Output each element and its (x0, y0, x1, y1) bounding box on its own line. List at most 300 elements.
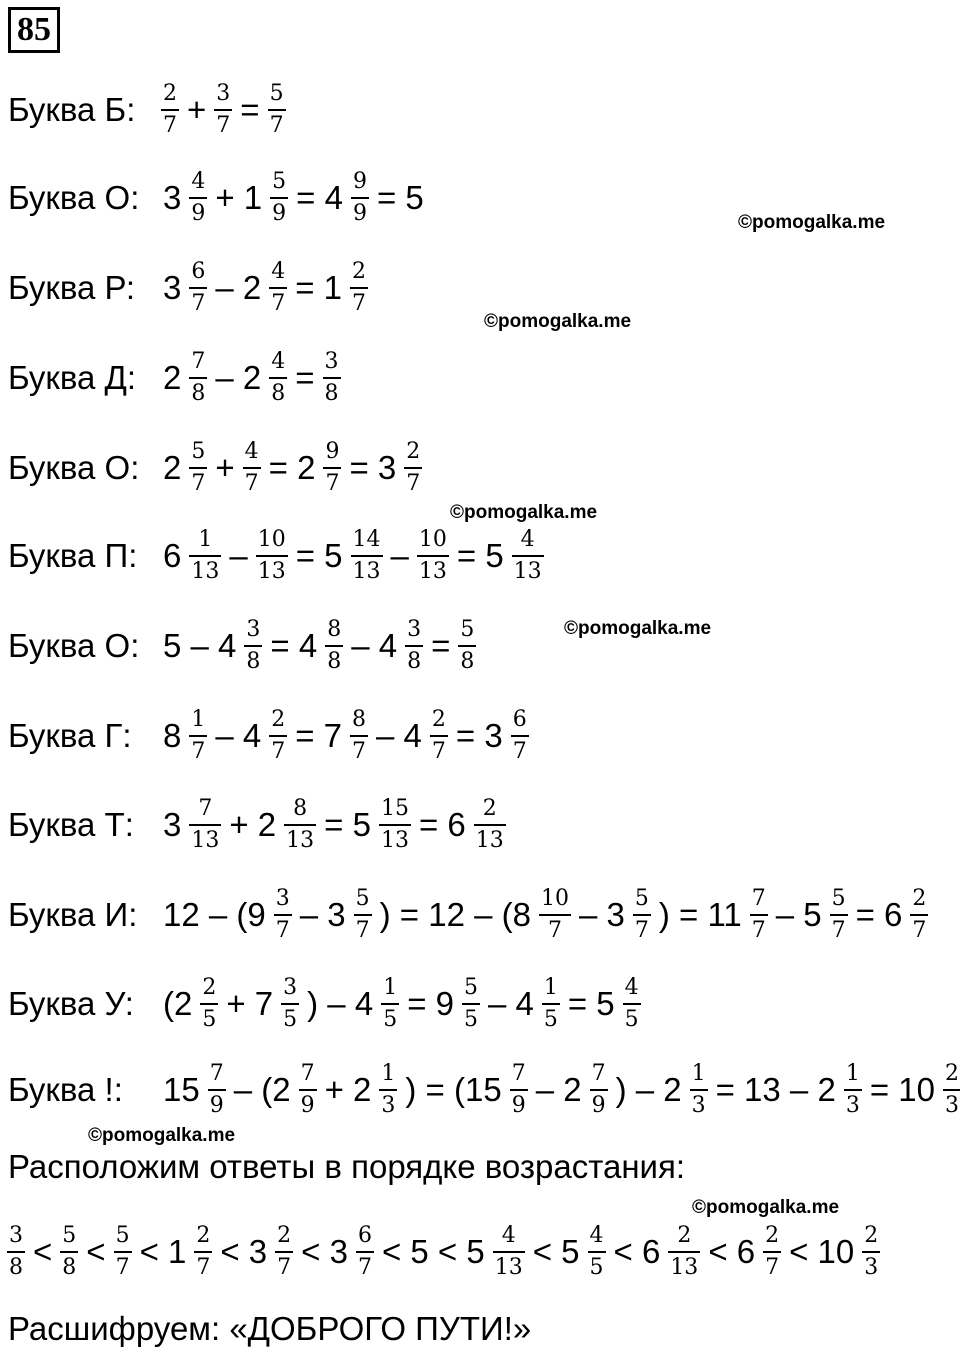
fraction-numerator: 1 (383, 975, 398, 1000)
fraction-denominator: 9 (270, 197, 288, 225)
fraction-denominator: 8 (60, 1251, 78, 1279)
expression-text: = (431, 627, 451, 664)
fraction-numerator: 5 (272, 169, 287, 194)
fraction-denominator: 8 (405, 645, 423, 673)
fraction-denominator: 5 (281, 1003, 299, 1031)
fraction-denominator: 7 (243, 467, 261, 495)
fraction-denominator: 7 (539, 914, 571, 942)
expression-text: = 3 (455, 717, 503, 754)
expression-text: < (86, 1233, 106, 1270)
problem-number: 85 (8, 7, 60, 53)
expression-text: (2 (163, 985, 193, 1022)
expression-text: = 5 (456, 537, 504, 574)
fraction-numerator: 3 (246, 617, 261, 642)
fraction-denominator: 5 (381, 1003, 399, 1031)
whole-part: 2 (163, 359, 182, 396)
ordered-answers (4, 1212, 883, 1292)
expression-text: < (33, 1233, 53, 1270)
fraction (542, 977, 560, 1031)
fraction (351, 529, 383, 583)
solution-line (8, 696, 532, 776)
fraction-denominator: 3 (862, 1251, 880, 1279)
fraction-numerator: 7 (198, 796, 213, 821)
fraction (256, 529, 288, 583)
fraction (510, 1063, 528, 1117)
fraction-denominator: 3 (943, 1089, 960, 1117)
fraction (200, 977, 218, 1031)
fraction-numerator: 3 (407, 617, 422, 642)
fraction-numerator: 1 (543, 975, 558, 1000)
math-expression (158, 619, 479, 673)
expression-text: + 7 (226, 985, 274, 1022)
fraction-numerator: 7 (191, 349, 206, 374)
fraction-denominator: 7 (910, 914, 928, 942)
fraction-denominator: 13 (189, 555, 221, 583)
expression-text: – 2 (535, 1071, 582, 1108)
fraction-numerator: 14 (352, 527, 381, 552)
line-label: Буква Р: (8, 269, 136, 306)
line-label: Буква О: (8, 449, 140, 486)
fraction (325, 619, 343, 673)
solution-line (8, 248, 371, 328)
fraction (350, 261, 368, 315)
fraction (381, 977, 399, 1031)
fraction (161, 83, 179, 137)
expression-text: – 2 (215, 269, 262, 306)
fraction-denominator: 7 (275, 1251, 293, 1279)
fraction-numerator: 5 (355, 886, 370, 911)
fraction-denominator: 13 (493, 1251, 525, 1279)
fraction-numerator: 3 (324, 349, 339, 374)
expression-text: = 6 (418, 806, 466, 843)
fraction-numerator: 3 (9, 1223, 23, 1248)
expression-text: = (295, 359, 315, 396)
fraction (60, 1225, 78, 1279)
watermark: ©pomogalka.me (738, 212, 886, 233)
fraction-numerator: 1 (198, 527, 213, 552)
fraction-numerator: 7 (209, 1061, 224, 1086)
solution-line (8, 875, 931, 955)
fraction-denominator: 3 (844, 1089, 862, 1117)
expression-text: < 6 (708, 1233, 756, 1270)
fraction (269, 709, 287, 763)
fraction (189, 798, 221, 852)
fraction-denominator: 7 (214, 109, 232, 137)
fraction-denominator: 7 (350, 287, 368, 315)
fraction-numerator: 1 (691, 1061, 706, 1086)
fraction-denominator: 5 (462, 1003, 480, 1031)
fraction-denominator: 7 (194, 1251, 212, 1279)
fraction (750, 888, 768, 942)
expression-text: – 4 (215, 717, 262, 754)
fraction (590, 1063, 608, 1117)
expression-text: < 1 (139, 1233, 187, 1270)
fraction-numerator: 1 (381, 1061, 396, 1086)
fraction (269, 351, 287, 405)
fraction-denominator: 9 (208, 1089, 226, 1117)
math-expression (158, 798, 509, 852)
fraction (511, 709, 529, 763)
expression-text: + (215, 449, 235, 486)
fraction-numerator: 7 (300, 1061, 315, 1086)
expression-text: – 3 (299, 896, 346, 933)
fraction-denominator: 5 (588, 1251, 606, 1279)
fraction-denominator: 7 (354, 914, 372, 942)
fraction-numerator: 3 (283, 975, 298, 1000)
fraction-numerator: 5 (115, 1223, 130, 1248)
expression-text: – (390, 537, 409, 574)
fraction-denominator: 7 (350, 735, 368, 763)
solution-line (8, 964, 644, 1044)
fraction (270, 171, 288, 225)
fraction-denominator: 7 (356, 1251, 374, 1279)
fraction-denominator: 13 (512, 555, 544, 583)
expression-text: ) = 11 (658, 896, 742, 933)
fraction (405, 619, 423, 673)
expression-text: = (240, 91, 260, 128)
fraction (462, 977, 480, 1031)
expression-text: = 1 (295, 269, 343, 306)
whole-part: 3 (163, 179, 182, 216)
fraction-denominator: 3 (379, 1089, 397, 1117)
fraction-numerator: 4 (589, 1223, 604, 1248)
fraction-denominator: 7 (269, 735, 287, 763)
fraction (243, 441, 261, 495)
line-label: Буква Г: (8, 717, 132, 754)
fraction-denominator: 7 (763, 1251, 781, 1279)
fraction-numerator: 9 (325, 439, 340, 464)
line-label: Буква У: (8, 985, 134, 1022)
fraction-numerator: 9 (352, 169, 367, 194)
fraction-denominator: 7 (404, 467, 422, 495)
fraction-denominator: 9 (590, 1089, 608, 1117)
fraction-denominator: 13 (189, 824, 221, 852)
watermark: ©pomogalka.me (450, 502, 598, 523)
fraction-numerator: 5 (463, 975, 478, 1000)
fraction-denominator: 7 (323, 467, 341, 495)
fraction (844, 1063, 862, 1117)
fraction-numerator: 1 (191, 707, 206, 732)
expression-text: + 2 (229, 806, 277, 843)
fraction-numerator: 4 (191, 169, 206, 194)
expression-text: = 9 (407, 985, 454, 1022)
fraction-numerator: 7 (751, 886, 766, 911)
expression-text: ) – 2 (615, 1071, 682, 1108)
line-label: Буква И: (8, 896, 138, 933)
fraction-numerator: 8 (293, 796, 308, 821)
fraction-denominator: 7 (161, 109, 179, 137)
line-label: Буква Т: (8, 806, 134, 843)
fraction (430, 709, 448, 763)
fraction-numerator: 5 (269, 81, 284, 106)
math-expression (158, 888, 931, 942)
fraction (588, 1225, 606, 1279)
watermark: ©pomogalka.me (88, 1125, 236, 1146)
fraction-denominator: 9 (510, 1089, 528, 1117)
fraction (943, 1063, 960, 1117)
order-heading: Расположим ответы в порядке возрастания: (8, 1148, 686, 1185)
fraction (763, 1225, 781, 1279)
fraction-numerator: 7 (511, 1061, 526, 1086)
fraction-denominator: 7 (430, 735, 448, 763)
solution-line (8, 428, 425, 508)
line-label: Буква О: (8, 627, 140, 664)
fraction-denominator: 8 (7, 1251, 25, 1279)
fraction (189, 171, 207, 225)
expression-text: – 4 (351, 627, 398, 664)
math-expression (158, 171, 429, 225)
fraction-denominator: 13 (668, 1251, 700, 1279)
fraction-denominator: 3 (690, 1089, 708, 1117)
fraction-numerator: 2 (163, 81, 177, 106)
fraction-denominator: 13 (379, 824, 411, 852)
fraction (281, 977, 299, 1031)
fraction-numerator: 2 (677, 1223, 692, 1248)
fraction-numerator: 2 (944, 1061, 959, 1086)
fraction-numerator: 2 (864, 1223, 879, 1248)
fraction (244, 619, 262, 673)
fraction (458, 619, 476, 673)
fraction-numerator: 3 (216, 81, 231, 106)
math-expression (4, 1225, 883, 1279)
fraction-numerator: 4 (624, 975, 639, 1000)
fraction-numerator: 5 (62, 1223, 77, 1248)
fraction-numerator: 2 (431, 707, 446, 732)
fraction-denominator: 8 (325, 645, 343, 673)
fraction-denominator: 13 (256, 555, 288, 583)
fraction-numerator: 5 (831, 886, 846, 911)
fraction-denominator: 13 (417, 555, 449, 583)
fraction-numerator: 3 (275, 886, 290, 911)
fraction-denominator: 7 (189, 287, 207, 315)
fraction-denominator: 7 (269, 287, 287, 315)
fraction (194, 1225, 212, 1279)
fraction (114, 1225, 132, 1279)
fraction (910, 888, 928, 942)
fraction-numerator: 5 (191, 439, 206, 464)
expression-text: = 6 (855, 896, 903, 933)
expression-text: = 3 (349, 449, 397, 486)
fraction (268, 83, 286, 137)
fraction (493, 1225, 525, 1279)
fraction-numerator: 4 (271, 259, 286, 284)
fraction-denominator: 7 (633, 914, 651, 942)
fraction (189, 709, 207, 763)
decode-result: Расшифруем: «ДОБРОГО ПУТИ!» (8, 1310, 532, 1347)
fraction (539, 888, 571, 942)
fraction-denominator: 8 (458, 645, 476, 673)
fraction-numerator: 2 (352, 259, 367, 284)
fraction (269, 261, 287, 315)
expression-text: – 4 (376, 717, 422, 754)
fraction (351, 171, 369, 225)
fraction-numerator: 6 (191, 259, 206, 284)
expression-text: 5 – 4 (163, 627, 237, 664)
whole-part: 3 (163, 269, 182, 306)
fraction-denominator: 7 (750, 914, 768, 942)
fraction (417, 529, 449, 583)
fraction-numerator: 4 (501, 1223, 516, 1248)
fraction-numerator: 15 (380, 796, 409, 821)
solution-line (8, 70, 289, 150)
fraction (474, 798, 506, 852)
fraction-denominator: 8 (189, 377, 207, 405)
fraction-denominator: 8 (323, 377, 341, 405)
fraction (284, 798, 316, 852)
solution-line (8, 158, 429, 238)
expression-text: < 3 (220, 1233, 268, 1270)
line-label: Буква П: (8, 537, 138, 574)
watermark: ©pomogalka.me (564, 618, 712, 639)
expression-text: 15 (163, 1071, 200, 1108)
math-expression (158, 83, 289, 137)
fraction-numerator: 6 (357, 1223, 372, 1248)
fraction (354, 888, 372, 942)
whole-part: 6 (163, 537, 182, 574)
fraction (208, 1063, 226, 1117)
watermark: ©pomogalka.me (484, 311, 632, 332)
expression-text: = 5 (295, 537, 343, 574)
fraction-numerator: 7 (591, 1061, 606, 1086)
whole-part: 8 (163, 717, 182, 754)
fraction-denominator: 7 (830, 914, 848, 942)
expression-text: + (187, 91, 207, 128)
expression-text: < 3 (301, 1233, 348, 1270)
fraction-denominator: 9 (299, 1089, 317, 1117)
expression-text: 12 – (9 (163, 896, 266, 933)
solution-line (8, 338, 344, 418)
fraction-numerator: 8 (352, 707, 367, 732)
fraction (189, 441, 207, 495)
expression-text: = 7 (295, 717, 343, 754)
expression-text: + 1 (215, 179, 263, 216)
fraction (512, 529, 544, 583)
fraction (379, 798, 411, 852)
fraction-numerator: 8 (327, 617, 342, 642)
line-label: Буква О: (8, 179, 140, 216)
expression-text: < 10 (789, 1233, 855, 1270)
fraction (350, 709, 368, 763)
fraction-denominator: 8 (244, 645, 262, 673)
fraction-denominator: 7 (189, 735, 207, 763)
expression-text: < 5 < 5 (381, 1233, 485, 1270)
fraction (668, 1225, 700, 1279)
fraction-numerator: 1 (845, 1061, 860, 1086)
fraction-denominator: 5 (200, 1003, 218, 1031)
math-expression (158, 529, 547, 583)
fraction-denominator: 13 (284, 824, 316, 852)
fraction-denominator: 9 (189, 197, 207, 225)
fraction (189, 261, 207, 315)
fraction (323, 441, 341, 495)
math-expression (158, 351, 344, 405)
solution-line (8, 1050, 960, 1130)
fraction (356, 1225, 374, 1279)
expression-text: – 2 (215, 359, 262, 396)
expression-text: = 5 (567, 985, 615, 1022)
fraction (633, 888, 651, 942)
math-expression (158, 261, 371, 315)
fraction-denominator: 7 (189, 467, 207, 495)
fraction-numerator: 10 (418, 527, 447, 552)
fraction-denominator: 7 (274, 914, 292, 942)
expression-text: < 5 (532, 1233, 580, 1270)
fraction-numerator: 6 (512, 707, 527, 732)
fraction-numerator: 4 (244, 439, 259, 464)
fraction-numerator: 2 (196, 1223, 211, 1248)
fraction (690, 1063, 708, 1117)
solution-line (8, 516, 547, 596)
watermark: ©pomogalka.me (692, 1197, 840, 1218)
expression-text: = 2 (268, 449, 316, 486)
line-label: Буква !: (8, 1071, 123, 1108)
fraction-numerator: 4 (271, 349, 286, 374)
fraction-denominator: 5 (542, 1003, 560, 1031)
fraction (7, 1225, 25, 1279)
fraction-denominator: 9 (351, 197, 369, 225)
fraction-denominator: 7 (114, 1251, 132, 1279)
line-label: Буква Д: (8, 359, 137, 396)
expression-text: – (229, 537, 248, 574)
fraction-numerator: 2 (277, 1223, 292, 1248)
expression-text: = 4 (270, 627, 318, 664)
fraction-denominator: 7 (268, 109, 286, 137)
math-expression (158, 709, 532, 763)
fraction-numerator: 10 (257, 527, 286, 552)
expression-text: = 5 (324, 806, 371, 843)
expression-text: = 10 (869, 1071, 935, 1108)
whole-part: 2 (163, 449, 182, 486)
fraction-numerator: 2 (482, 796, 497, 821)
expression-text: – 4 (487, 985, 534, 1022)
fraction-numerator: 5 (634, 886, 649, 911)
fraction-denominator: 13 (351, 555, 383, 583)
expression-text: – 5 (775, 896, 822, 933)
fraction-denominator: 13 (474, 824, 506, 852)
fraction-numerator: 2 (406, 439, 421, 464)
expression-text: ) = (15 (405, 1071, 502, 1108)
expression-text: ) = 12 – (8 (379, 896, 531, 933)
fraction-numerator: 4 (520, 527, 535, 552)
fraction (323, 351, 341, 405)
fraction (379, 1063, 397, 1117)
fraction-denominator: 8 (269, 377, 287, 405)
fraction (189, 351, 207, 405)
expression-text: < 6 (613, 1233, 661, 1270)
math-expression (158, 977, 644, 1031)
expression-text: – (2 (233, 1071, 291, 1108)
solution-line (8, 785, 509, 865)
fraction (275, 1225, 293, 1279)
fraction-numerator: 2 (271, 707, 286, 732)
fraction-numerator: 2 (202, 975, 217, 1000)
fraction (830, 888, 848, 942)
math-expression (158, 1063, 960, 1117)
fraction (862, 1225, 880, 1279)
expression-text: + 2 (324, 1071, 372, 1108)
expression-text: ) – 4 (307, 985, 374, 1022)
math-expression (158, 441, 425, 495)
fraction-numerator: 10 (540, 886, 569, 911)
whole-part: 3 (163, 806, 182, 843)
line-label: Буква Б: (8, 91, 136, 128)
fraction-numerator: 2 (765, 1223, 780, 1248)
expression-text: – 3 (578, 896, 625, 933)
expression-text: = 13 – 2 (715, 1071, 836, 1108)
fraction (404, 441, 422, 495)
fraction-denominator: 5 (623, 1003, 641, 1031)
expression-text: = 5 (376, 179, 424, 216)
